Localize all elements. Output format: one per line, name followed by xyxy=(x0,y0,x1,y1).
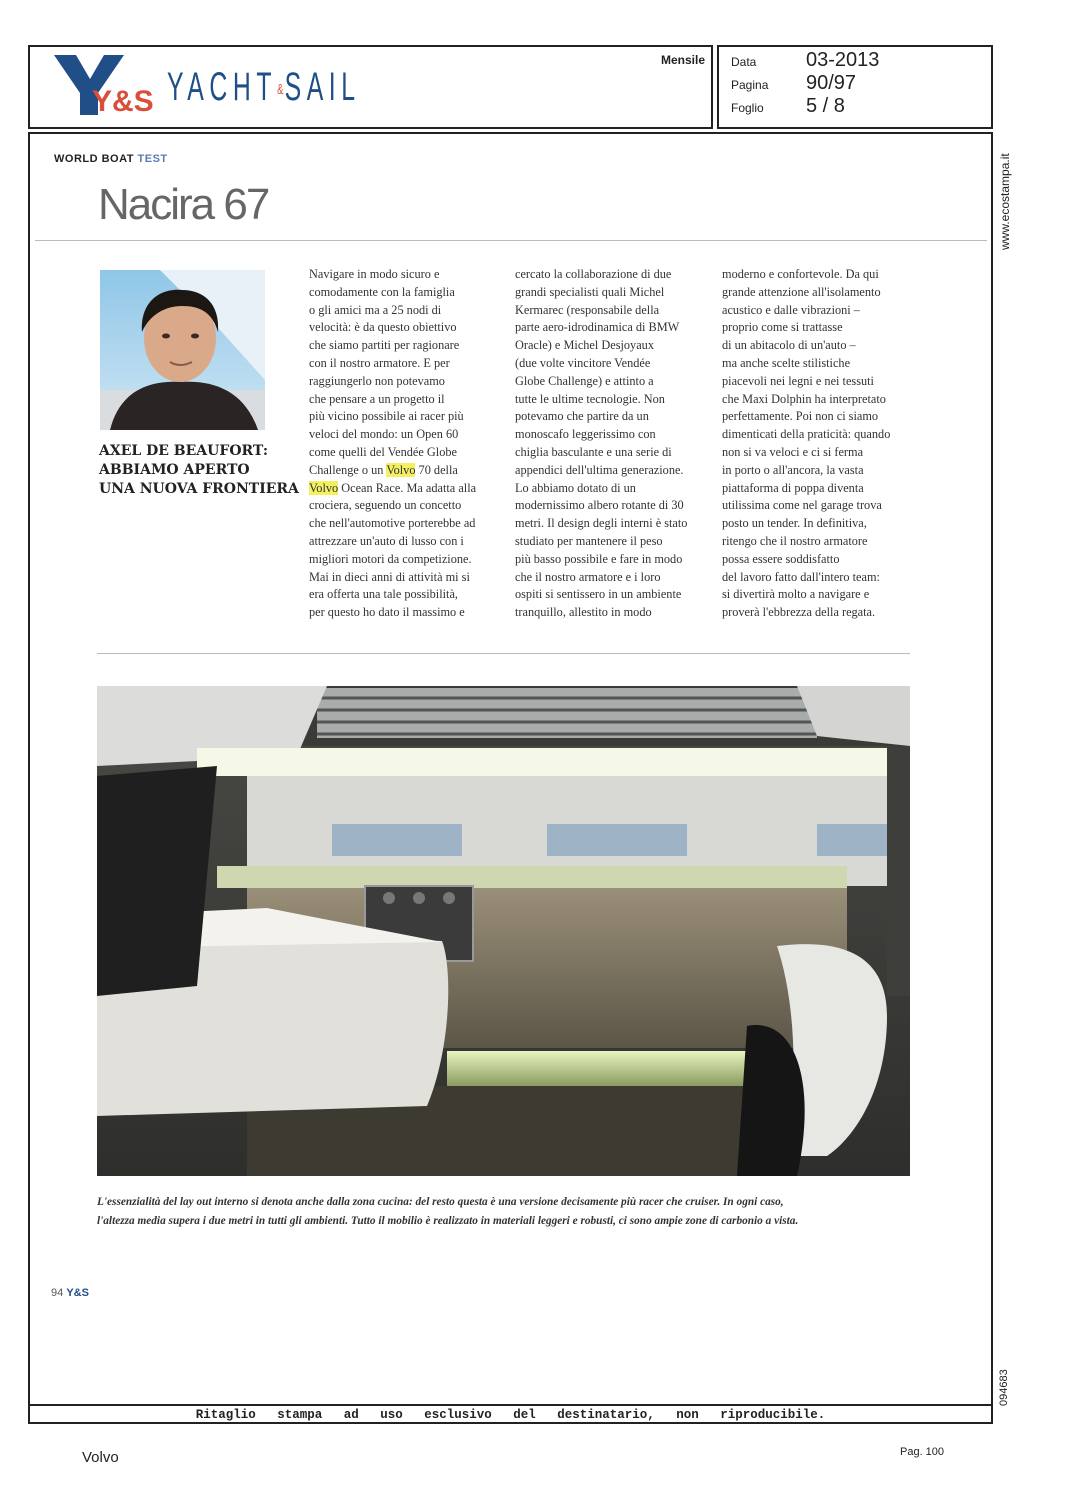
text-line: attrezzare un'auto di lusso con i xyxy=(309,533,464,548)
caption-line: l'altezza media supera i due metri in tutti gli ambienti. Tutto il mobilio è realizzato in materiali leggeri e robusti, ci sono ampie zone di carbonio a vista. xyxy=(97,1215,799,1227)
side-code: 094683 xyxy=(998,1369,1010,1406)
text-line: tutte le ultime tecnologie. Non xyxy=(515,391,665,406)
text-line: utilissima come nel garage trova xyxy=(722,498,882,513)
text-line: Kermarec (responsabile della xyxy=(515,302,660,317)
text-line xyxy=(309,480,497,498)
galley-photo xyxy=(97,686,910,1176)
article-title: Nacira 67 xyxy=(98,180,269,229)
logo-word-sail: SAIL xyxy=(284,65,361,109)
quote-line: AXEL DE BEAUFORT: xyxy=(99,443,268,459)
text-line: grande attenzione all'isolamento xyxy=(722,284,881,299)
meta-row-sheet xyxy=(731,95,845,117)
article-column-3 xyxy=(722,266,910,622)
text-line: del lavoro fatto dall'intero team: xyxy=(722,569,880,584)
text-line: che siamo partiti per ragionare xyxy=(309,338,460,353)
text-line: (due volte vincitore Vendée xyxy=(515,355,651,370)
text-line: cercato la collaborazione di due xyxy=(515,267,672,281)
text-line: proverà l'ebbrezza della regata. xyxy=(722,605,876,620)
meta-label: Data xyxy=(731,55,757,69)
header-masthead xyxy=(28,45,713,129)
text-line: posto un tender. In definitiva, xyxy=(722,516,867,531)
logo-wordmark xyxy=(167,65,361,110)
meta-value: 5 / 8 xyxy=(806,95,845,117)
text-line: o gli amici ma a 25 nodi di xyxy=(309,302,442,317)
text-line: Navigare in modo sicuro e xyxy=(309,267,440,281)
text-line: per questo ho dato il massimo e xyxy=(309,605,465,620)
text-line: di un abitacolo di un'auto – xyxy=(722,338,856,353)
text-line: ma anche scelte stilistiche xyxy=(722,355,851,370)
photo-caption xyxy=(97,1193,917,1231)
text-line: tranquillo, allestito in modo xyxy=(515,605,652,620)
text-line: studiato per mantenere il peso xyxy=(515,533,663,548)
meta-label: Pagina xyxy=(731,78,769,92)
text-line: piacevoli nei legni e nei tessuti xyxy=(722,373,874,388)
text-line xyxy=(309,462,497,480)
text-line: proprio come si trattasse xyxy=(722,320,843,335)
client-name: Volvo xyxy=(82,1449,119,1466)
page-folio xyxy=(51,1287,89,1299)
section-name: WORLD BOAT xyxy=(54,153,134,165)
text-line: raggiungerlo non potevamo xyxy=(309,373,445,388)
caption-line: L'essenzialità del lay out interno si denota anche dalla zona cucina: del resto questa è una versione decisamente più racer che cruiser. In ogni caso, xyxy=(97,1196,784,1208)
text-line: Lo abbiamo dotato di un xyxy=(515,480,636,495)
frequency-label: Mensile xyxy=(660,53,705,67)
text-line: parte aero-idrodinamica di BMW xyxy=(515,320,680,335)
article-column-1 xyxy=(309,266,497,622)
article-column-2 xyxy=(515,266,703,622)
text-line: si divertirà molto a navigare e xyxy=(722,587,870,602)
text-line: più basso possibile e fare in modo xyxy=(515,551,683,566)
text-line: metri. Il design degli interni è stato xyxy=(515,516,688,531)
text-line: modernissimo albero rotante di 30 xyxy=(515,498,684,513)
text-fragment: Challenge o un xyxy=(309,462,387,477)
section-accent: TEST xyxy=(137,153,168,165)
folio-number: 94 xyxy=(51,1287,64,1299)
text-line: velocità: è da questo obiettivo xyxy=(309,320,457,335)
text-line: chiglia basculante e una serie di xyxy=(515,444,672,459)
text-line: come quelli del Vendée Globe xyxy=(309,444,457,459)
folio-magazine: Y&S xyxy=(66,1287,89,1299)
text-line: Globe Challenge) e attinto a xyxy=(515,373,654,388)
text-fragment: Ocean Race. Ma adatta alla xyxy=(338,480,477,495)
text-line: in porto o all'ancora, la vasta xyxy=(722,462,864,477)
text-line: ritengo che il nostro armatore xyxy=(722,533,868,548)
pull-quote xyxy=(99,442,299,499)
meta-row-page xyxy=(731,72,857,94)
text-line: moderno e confortevole. Da qui xyxy=(722,267,879,281)
text-line: Mai in dieci anni di attività mi si xyxy=(309,569,470,584)
section-label xyxy=(54,153,168,165)
text-line: acustico e dalle vibrazioni – xyxy=(722,302,860,317)
text-line: appendici dell'ultima generazione. xyxy=(515,462,684,477)
text-line: più vicino possibile ai racer più xyxy=(309,409,464,424)
meta-label: Foglio xyxy=(731,101,764,115)
quote-line: UNA NUOVA FRONTIERA xyxy=(99,481,299,497)
clipping-disclaimer: Ritaglio stampa ad uso esclusivo del destinatario, non riproducibile. xyxy=(28,1404,993,1424)
text-line: non si va veloci e ci si ferma xyxy=(722,444,864,459)
page-number: Pag. 100 xyxy=(900,1446,945,1458)
text-line: che nell'automotive porterebbe ad xyxy=(309,516,476,531)
text-line: possa essere soddisfatto xyxy=(722,551,840,566)
text-line: veloci del mondo: un Open 60 xyxy=(309,427,459,442)
text-line: dimenticati della praticità: quando xyxy=(722,427,891,442)
text-line: perfettamente. Poi non ci siamo xyxy=(722,409,879,424)
header-meta-box xyxy=(717,45,993,129)
text-line: che Maxi Dolphin ha interpretato xyxy=(722,391,886,406)
portrait-photo xyxy=(100,270,265,430)
text-line: Oracle) e Michel Desjoyaux xyxy=(515,338,654,353)
logo-word-yacht: YACHT xyxy=(167,65,278,109)
ys-logo-icon xyxy=(52,51,162,119)
quote-line: ABBIAMO APERTO xyxy=(99,462,250,478)
text-line: che pensare a un progetto il xyxy=(309,391,445,406)
title-divider xyxy=(35,240,987,241)
highlighted-keyword: Volvo xyxy=(386,462,416,477)
meta-value: 03-2013 xyxy=(806,49,880,71)
side-website: www.ecostampa.it xyxy=(998,153,1012,250)
text-fragment: 70 della xyxy=(415,462,458,477)
logo-mark-text: Y&S xyxy=(92,85,154,118)
text-line: crociera, seguendo un concetto xyxy=(309,498,462,513)
text-line: comodamente con la famiglia xyxy=(309,284,455,299)
text-line: con il nostro armatore. E per xyxy=(309,355,450,370)
meta-row-date xyxy=(731,49,880,71)
text-line: che il nostro armatore e i loro xyxy=(515,569,661,584)
text-line: ospiti si sentissero in un ambiente xyxy=(515,587,682,602)
photo-divider xyxy=(97,653,910,654)
logo-amp: & xyxy=(277,80,285,98)
text-line: era offerta una tale possibilità, xyxy=(309,587,458,602)
highlighted-keyword: Volvo xyxy=(309,480,339,495)
text-line: grandi specialisti quali Michel xyxy=(515,284,665,299)
text-line: migliori motori da competizione. xyxy=(309,551,472,566)
text-line: piattaforma di poppa diventa xyxy=(722,480,864,495)
text-line: monoscafo leggerissimo con xyxy=(515,427,656,442)
meta-value: 90/97 xyxy=(806,72,857,94)
text-line: potevamo che partire da un xyxy=(515,409,649,424)
